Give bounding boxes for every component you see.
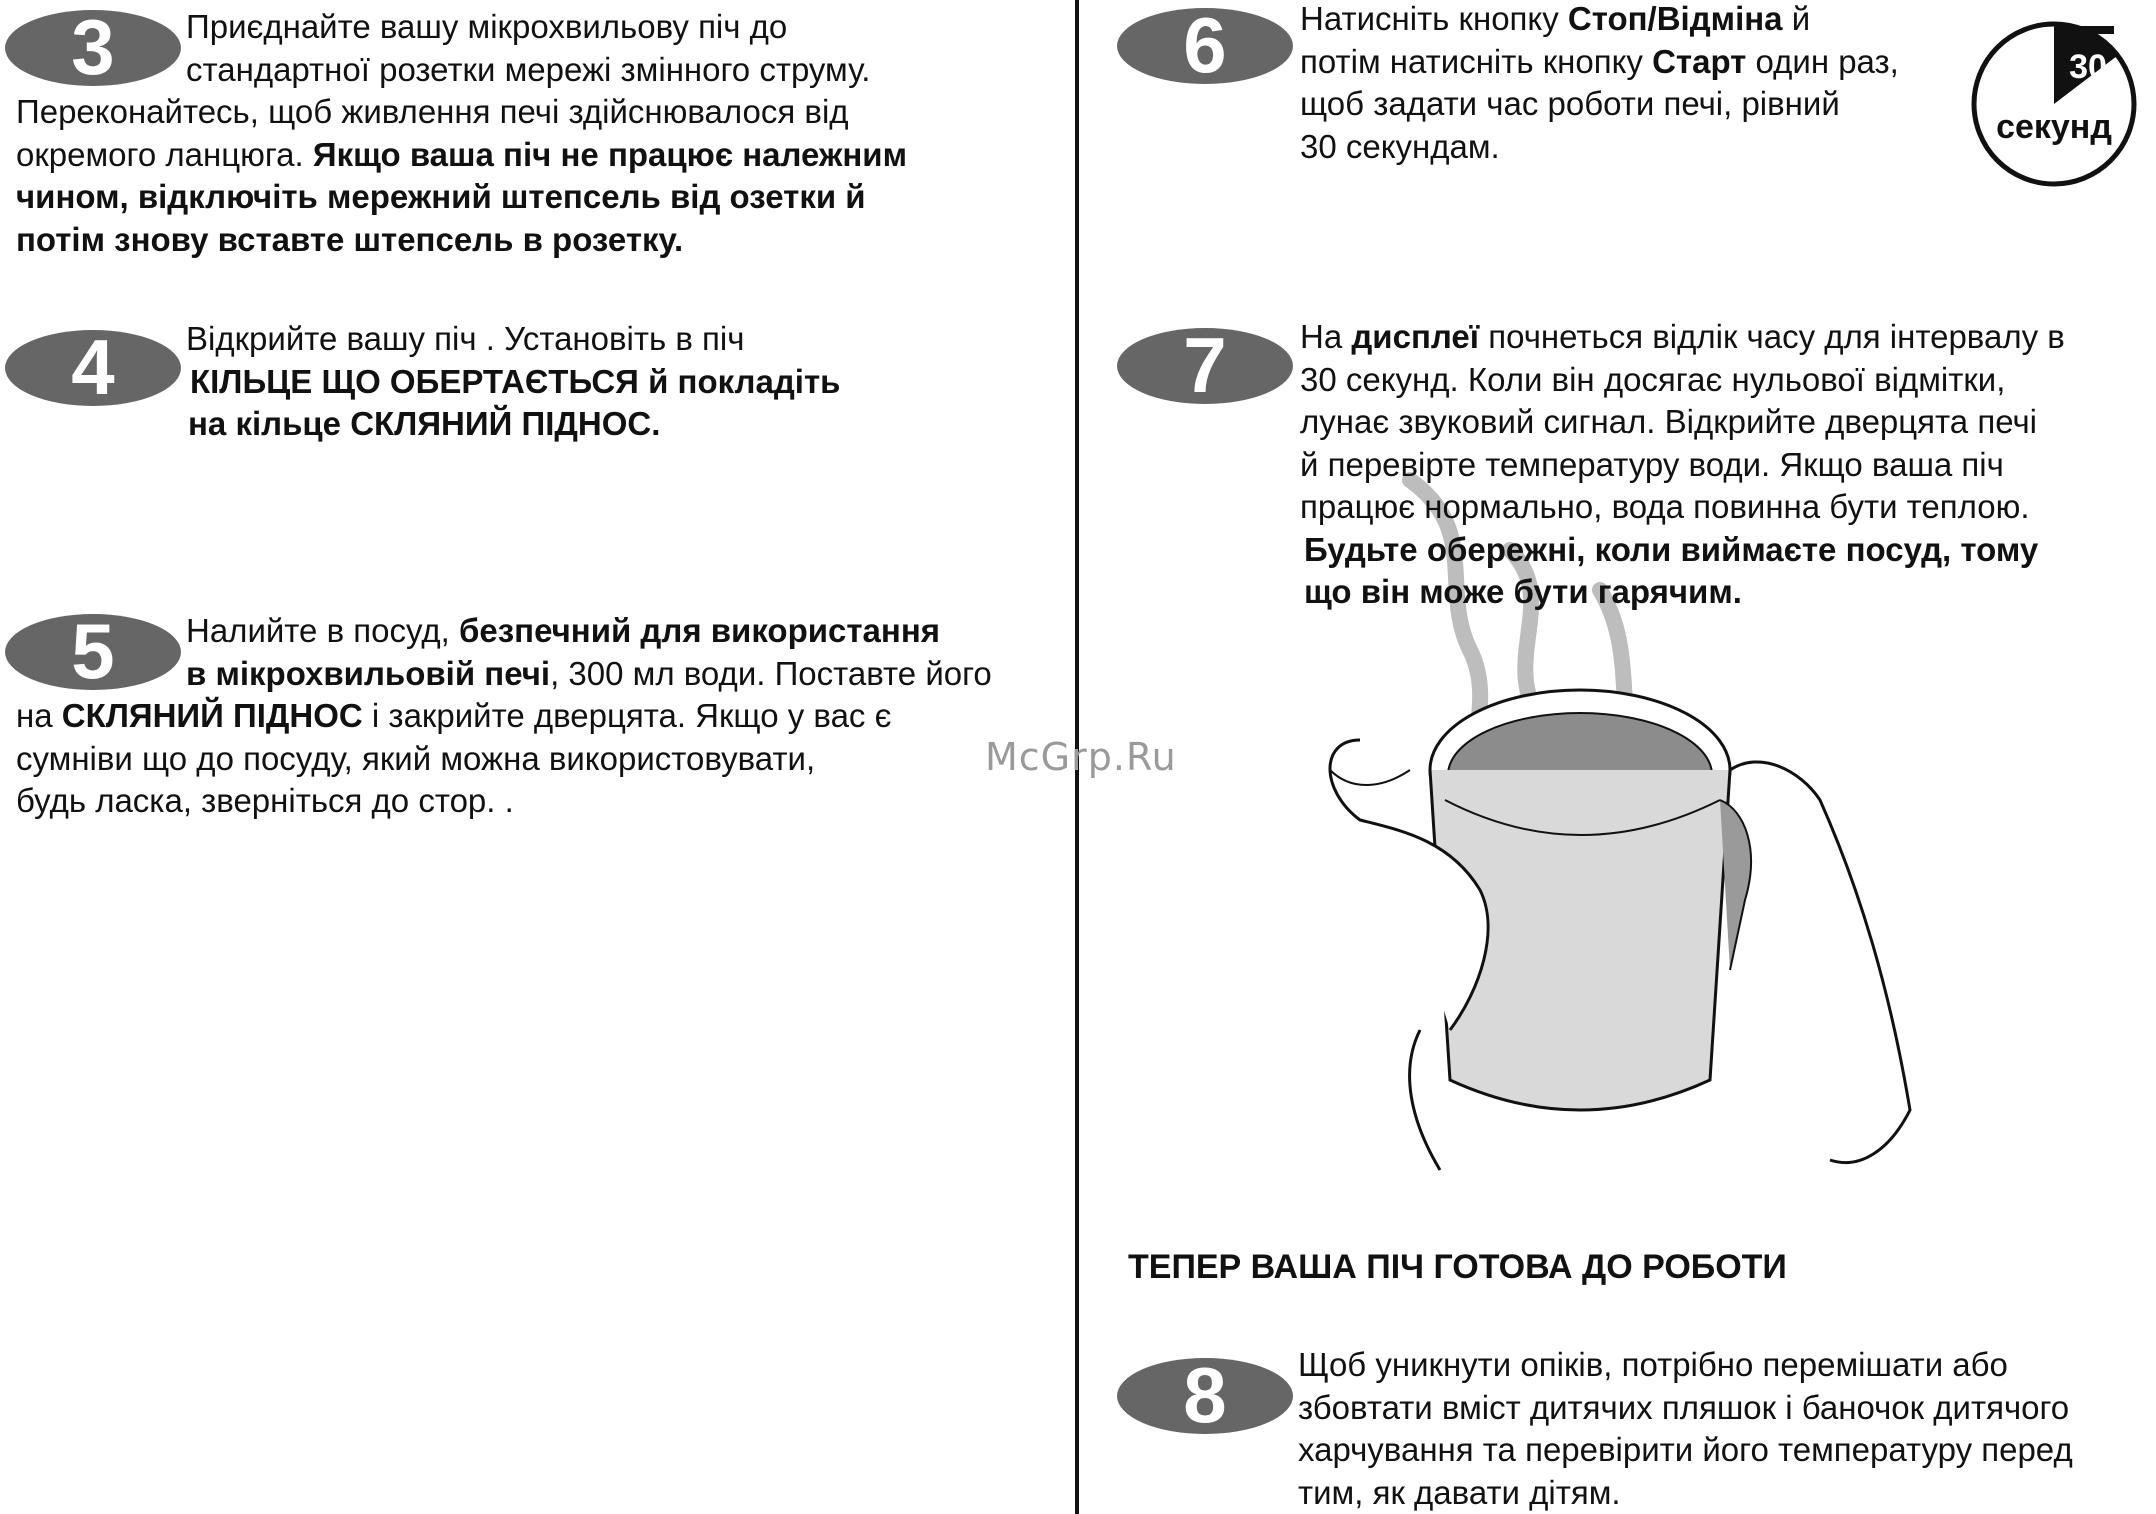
ready-heading: ТЕПЕР ВАША ПІЧ ГОТОВА ДО РОБОТИ bbox=[1128, 1248, 1787, 1286]
step-3-line-1: Приєднайте вашу мікрохвильову піч до bbox=[186, 8, 788, 45]
step-3-text bbox=[16, 6, 1056, 261]
step-7-text bbox=[1300, 316, 2156, 614]
step-6-line-2-plain-b: один раз, bbox=[1746, 42, 1899, 80]
step-6-line-2 bbox=[1300, 41, 1980, 84]
step-8-number: 8 bbox=[1183, 1356, 1227, 1436]
step-6-badge bbox=[1116, 6, 1294, 86]
timer-value: 30 bbox=[2069, 48, 2107, 86]
step-3-line-3: Переконайтесь, щоб живлення печі здійснювалося від bbox=[16, 93, 849, 130]
step-5-line-3-plain-b: і закрийте дверцята. Якщо у вас є bbox=[362, 697, 892, 734]
step-5-line-5: будь ласка, зверніться до стор. . bbox=[16, 782, 514, 819]
step-5-line-3 bbox=[16, 695, 1056, 738]
step-6-line-1-bold: Стоп/Відміна bbox=[1567, 0, 1783, 37]
step-5-line-2 bbox=[16, 653, 1056, 696]
step-8-line-1: Щоб уникнути опіків, потрібно перемішати або bbox=[1298, 1346, 2008, 1383]
step-6-line-2-bold: Старт bbox=[1652, 42, 1747, 80]
step-8-line-4: тим, як давати дітям. bbox=[1298, 1473, 1621, 1511]
step-4-line-3: на кільце СКЛЯНИЙ ПІДНОС. bbox=[188, 405, 661, 442]
step-6-line-3: щоб задати час роботи печі, рівний bbox=[1300, 85, 1840, 122]
step-6-line-1 bbox=[1300, 0, 1980, 41]
step-8-line-2: збовтати вміст дитячих пляшок і баночок дитячого bbox=[1298, 1388, 2070, 1426]
step-8-badge bbox=[1116, 1356, 1294, 1436]
step-7-line-1-plain-b: почнеться відлік часу для інтервалу в bbox=[1479, 318, 2065, 355]
step-5-line-4: сумніви що до посуду, який можна використовувати, bbox=[16, 739, 816, 777]
step-5-line-3-bold: СКЛЯНИЙ ПІДНОС bbox=[61, 697, 363, 734]
step-7-line-2: 30 секунд. Коли він досягає нульової відмітки, bbox=[1300, 360, 2006, 398]
step-7-number: 7 bbox=[1183, 326, 1227, 406]
step-7-line-1-bold: дисплеї bbox=[1351, 318, 1480, 355]
step-4-line-2: КІЛЬЦЕ ЩО ОБЕРТАЄТЬСЯ й покладіть bbox=[190, 362, 841, 400]
step-4-line-1: Відкрийте вашу піч . Установіть в піч bbox=[186, 320, 745, 357]
step-7-line-6: Будьте обережні, коли виймаєте посуд, тому bbox=[1304, 530, 2039, 568]
step-7-line-5: працює нормально, вода повинна бути теплою. bbox=[1300, 488, 2030, 525]
step-6-line-4: 30 секундам. bbox=[1300, 127, 1500, 165]
step-7-line-1 bbox=[1300, 316, 2156, 359]
step-5-line-2-bold: в мікрохвильовій печі bbox=[186, 654, 551, 692]
step-3-line-4 bbox=[16, 134, 1056, 177]
step-3-number: 3 bbox=[71, 8, 115, 88]
step-5-line-2-plain: , 300 мл води. Поставте його bbox=[550, 654, 992, 692]
step-6-text bbox=[1300, 0, 1980, 168]
step-3-line-4-bold: Якщо ваша піч не працює належним bbox=[312, 135, 908, 173]
step-7-badge bbox=[1116, 326, 1294, 406]
step-6-number: 6 bbox=[1183, 6, 1227, 86]
step-4-badge bbox=[4, 328, 182, 408]
step-3-line-5: чином, відключіть мережний штепсель від озетки й bbox=[16, 178, 866, 215]
step-3-line-2: стандартної розетки мережі змінного струму. bbox=[186, 50, 871, 88]
timer-unit: секунд bbox=[1996, 108, 2112, 146]
timer-30-seconds-icon bbox=[1970, 20, 2138, 188]
step-5-text bbox=[16, 610, 1056, 823]
step-8-text bbox=[1298, 1344, 2154, 1514]
step-7-line-4: й перевірте температуру води. Якщо ваша піч bbox=[1300, 445, 2004, 483]
step-6-line-2-plain-a: потім натисніть кнопку bbox=[1300, 42, 1653, 80]
watermark: McGrp.Ru bbox=[985, 735, 1177, 779]
step-4-number: 4 bbox=[71, 328, 115, 408]
step-4-text bbox=[186, 318, 1066, 446]
step-3-line-4-plain: окремого ланцюга. bbox=[16, 135, 313, 173]
step-5-line-1 bbox=[16, 610, 1056, 653]
step-5-number: 5 bbox=[71, 612, 115, 692]
step-5-line-1-plain: Налийте в посуд, bbox=[186, 612, 459, 649]
step-5-line-3-plain-a: на bbox=[16, 697, 62, 734]
step-5-line-1-bold: безпечний для використання bbox=[459, 612, 941, 649]
step-6-line-1-plain-a: Натисніть кнопку bbox=[1300, 0, 1568, 37]
step-6-line-1-plain-b: й bbox=[1782, 0, 1811, 37]
step-7-line-1-plain-a: На bbox=[1300, 318, 1352, 355]
step-7-line-3: лунає звуковий сигнал. Відкрийте дверцята печі bbox=[1300, 403, 2037, 440]
step-7-line-7: що він може бути гарячим. bbox=[1304, 573, 1742, 610]
step-3-line-6: потім знову вставте штепсель в розетку. bbox=[16, 220, 684, 258]
step-8-line-3: харчування та перевірити його температуру перед bbox=[1298, 1431, 2073, 1468]
